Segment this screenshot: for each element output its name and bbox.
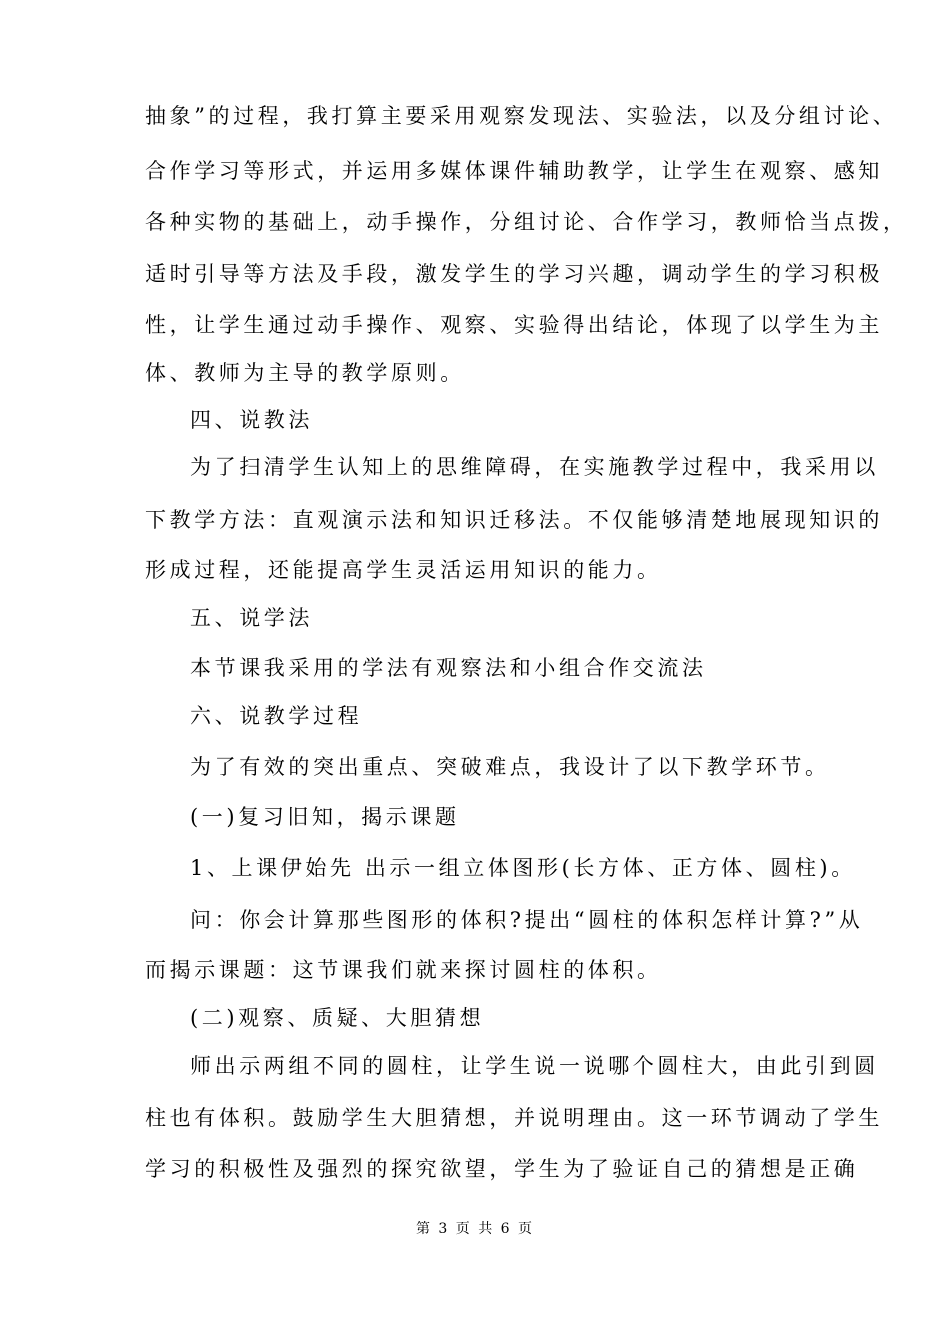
text-line: 下教学方法：直观演示法和知识迁移法。不仅能够清楚地展现知识的 [145,508,883,532]
section-heading: 四、说教法 [190,408,313,432]
subsection-heading: (一)复习旧知，揭示课题 [190,805,460,829]
text-line: 为了有效的突出重点、突破难点，我设计了以下教学环节。 [190,755,830,779]
text-line: 体、教师为主导的教学原则。 [145,361,465,385]
text-line: 师出示两组不同的圆柱，让学生说一说哪个圆柱大，由此引到圆 [190,1054,879,1078]
text-line: 问：你会计算那些图形的体积?提出“圆柱的体积怎样计算?”从 [190,908,864,932]
text-line: 学习的积极性及强烈的探究欲望，学生为了验证自己的猜想是正确 [145,1157,859,1181]
text-line: 形成过程，还能提高学生灵活运用知识的能力。 [145,558,662,582]
text-line: 抽象”的过程，我打算主要采用观察发现法、实验法，以及分组讨论、 [145,104,898,128]
text-line: 本节课我采用的学法有观察法和小组合作交流法 [190,656,707,680]
text-line: 各种实物的基础上，动手操作，分组讨论、合作学习，教师恰当点拨， [145,210,908,234]
subsection-heading: (二)观察、质疑、大胆猜想 [190,1006,485,1030]
section-heading: 六、说教学过程 [190,704,363,728]
page-footer: 第 3 页 共 6 页 [415,1221,535,1237]
text-line: 性，让学生通过动手操作、观察、实验得出结论，体现了以学生为主 [145,313,883,337]
text-line: 柱也有体积。鼓励学生大胆猜想，并说明理由。这一环节调动了学生 [145,1106,883,1130]
section-heading: 五、说学法 [190,606,313,630]
text-line: 1、上课伊始先 出示一组立体图形(长方体、正方体、圆柱)。 [190,856,856,880]
text-line: 而揭示课题：这节课我们就来探讨圆柱的体积。 [145,958,662,982]
text-line: 为了扫清学生认知上的思维障碍，在实施教学过程中，我采用以 [190,455,879,479]
text-line: 适时引导等方法及手段，激发学生的学习兴趣，调动学生的学习积极 [145,262,883,286]
text-line: 合作学习等形式，并运用多媒体课件辅助教学，让学生在观察、感知 [145,159,883,183]
